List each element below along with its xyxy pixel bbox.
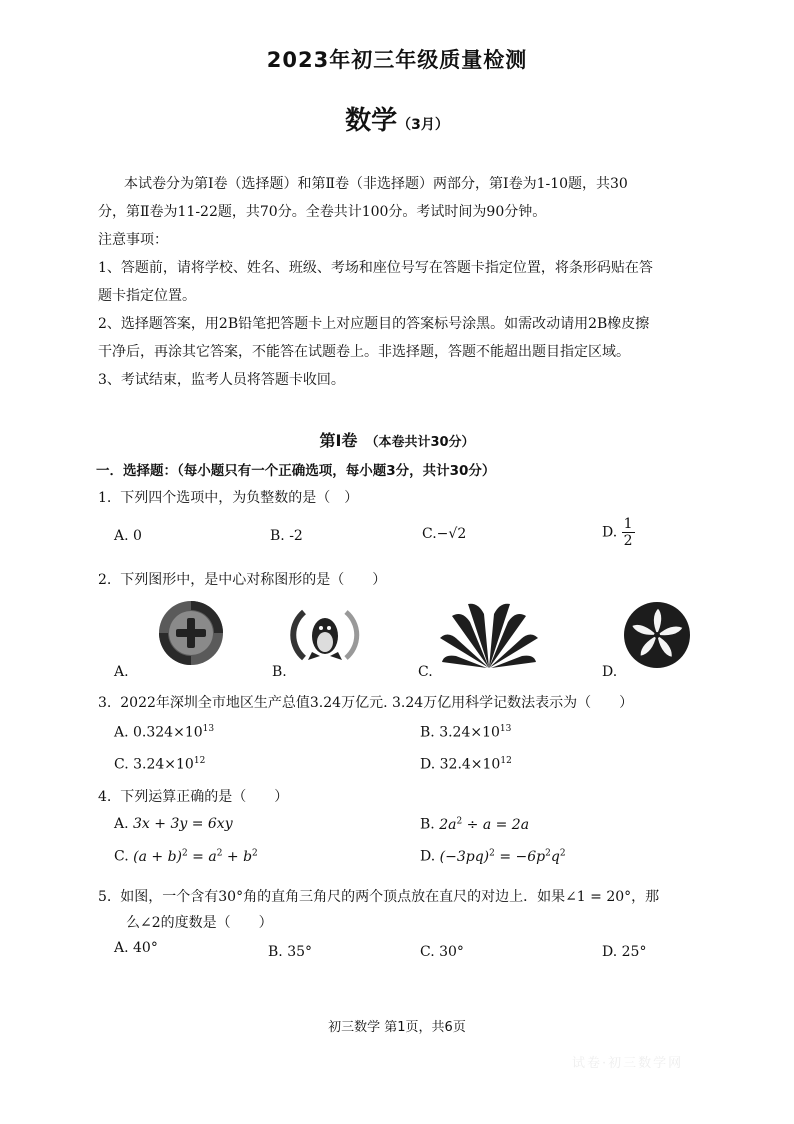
q5-stem-line-1	[98, 886, 659, 906]
q4-b-pre: 2a	[439, 816, 457, 833]
penguin-logo-icon	[290, 602, 360, 668]
q4-text: 下列运算正确的是（ ）	[120, 789, 289, 805]
q3-option-c	[114, 756, 205, 773]
q4-option-d	[420, 848, 566, 865]
q3-option-d-base: D. 32.4×10	[420, 756, 501, 773]
q4-stem	[98, 786, 288, 806]
q1-text: 下列四个选项中，为负整数的是（ ）	[120, 490, 359, 506]
q2-text: 下列图形中，是中心对称图形的是（ ）	[120, 572, 387, 588]
q3-option-a-base: A. 0.324×10	[114, 724, 203, 741]
q4-option-b-label: B.	[420, 816, 435, 833]
q4-d-exp1: 2	[489, 848, 495, 858]
q3-option-a-exponent: 13	[202, 724, 215, 734]
q1-stem	[98, 487, 358, 507]
q1-option-c-label: C.	[422, 526, 437, 542]
q3-number: 3.	[98, 695, 112, 711]
q4-b-post: ÷ a = 2a	[462, 816, 530, 833]
q4-option-c-expr	[133, 849, 258, 865]
section-heading	[0, 428, 794, 451]
q4-d-exp2: 2	[545, 848, 551, 858]
q4-option-b	[420, 816, 529, 833]
note-1a: 1、答题前，请将学校、姓名、班级、考场和座位号写在答题卡指定位置，将条形码贴在答	[98, 260, 653, 276]
q1-number: 1.	[98, 490, 112, 506]
q4-number: 4.	[98, 789, 112, 805]
subject-title	[0, 100, 794, 137]
bauhinia-flower-logo-icon	[622, 600, 692, 670]
q4-option-a-expr: 3x + 3y = 6xy	[133, 816, 233, 832]
q5-number: 5.	[98, 889, 112, 905]
q4-c-mid2: + b	[222, 848, 253, 865]
fan-petals-logo-icon	[438, 602, 540, 672]
q4-d-exp3: 2	[559, 848, 566, 858]
q4-option-d-label: D.	[420, 848, 436, 865]
q5-stem-line-2: 么∠2的度数是（ ）	[126, 915, 273, 931]
notes-title: 注意事项：	[98, 232, 168, 248]
q3-text: 2022年深圳全市地区生产总值3.24万亿元. 3.24万亿用科学记数法表示为（ ）	[120, 695, 634, 711]
q2-number: 2.	[98, 572, 112, 588]
note-2a: 2、选择题答案，用2B铅笔把答题卡上对应题目的答案标号涂黑。如需改动请用2B橡皮擦	[98, 316, 650, 332]
intro-line-1: 本试卷分为第Ⅰ卷（选择题）和第Ⅱ卷（非选择题）两部分，第Ⅰ卷为1-10题，共30	[124, 176, 628, 192]
note-2b: 干净后，再涂其它答案，不能答在试题卷上。非选择题，答题不能超出题目指定区域。	[98, 344, 630, 360]
q3-option-d-exponent: 12	[500, 756, 512, 766]
q3-option-a	[114, 724, 214, 741]
q2-option-a: A.	[114, 664, 129, 680]
page-footer: 初三数学 第1页，共6页	[328, 1020, 466, 1035]
subject-name: 数学	[345, 106, 398, 136]
watermark: 试卷·初三数学网	[572, 1056, 684, 1071]
q1-option-d	[602, 516, 635, 549]
fraction-numerator: 1	[623, 516, 633, 532]
section-title: 第Ⅰ卷	[319, 431, 358, 450]
q3-option-b-exponent: 13	[499, 724, 512, 734]
intro-line-2: 分，第Ⅱ卷为11-22题，共70分。全卷共计100分。考试时间为90分钟。	[98, 204, 547, 220]
q3-option-c-exponent: 12	[193, 756, 206, 766]
q2-stem	[98, 569, 386, 589]
q2-option-d: D.	[602, 664, 618, 680]
q5-option-c: C. 30°	[420, 944, 464, 960]
q2-option-b: B.	[272, 664, 287, 680]
fraction-denominator: 2	[623, 533, 633, 549]
note-1b: 题卡指定位置。	[98, 288, 196, 304]
q4-d-mid2: q	[550, 848, 560, 865]
q3-option-d	[420, 756, 512, 773]
section-subtitle: （本卷共计30分）	[365, 435, 475, 450]
q1-option-c-expr: −√2	[436, 526, 467, 542]
q3-option-b	[420, 724, 511, 741]
q4-option-a	[114, 816, 233, 832]
q5-option-d: D. 25°	[602, 944, 647, 960]
q3-stem	[98, 692, 633, 712]
plus-circle-logo-icon	[156, 598, 226, 668]
q1-option-d-fraction	[622, 516, 635, 549]
q4-d-mid: = −6p	[494, 848, 546, 865]
part-heading: 一．选择题：（每小题只有一个正确选项，每小题3分，共计30分）	[96, 463, 496, 479]
q5-text-1: 如图，一个含有30°角的直角三角尺的两个顶点放在直尺的对边上．如果∠1 = 20°，那	[120, 889, 660, 905]
q4-option-c	[114, 848, 258, 865]
q1-option-c	[422, 526, 466, 542]
subject-month: （3月）	[397, 117, 449, 133]
q4-option-d-expr	[440, 849, 566, 865]
q1-option-b: B. -2	[270, 528, 303, 544]
q5-option-b: B. 35°	[268, 944, 313, 960]
q1-option-d-label: D.	[602, 524, 618, 541]
q4-option-a-label: A.	[114, 816, 129, 832]
q1-option-a: A. 0	[114, 528, 142, 544]
q4-c-exp2: 2	[216, 848, 223, 858]
q4-option-b-expr	[439, 817, 529, 833]
q4-c-exp3: 2	[252, 848, 258, 858]
q4-c-exp1: 2	[182, 848, 188, 858]
q4-c-mid: = a	[187, 848, 217, 865]
q3-option-b-base: B. 3.24×10	[420, 724, 500, 741]
q2-option-c: C.	[418, 664, 433, 680]
note-3: 3、考试结束，监考人员将答题卡收回。	[98, 372, 345, 388]
q4-d-pre: (−3pq)	[439, 848, 490, 865]
q4-c-pre: (a + b)	[133, 848, 182, 865]
q4-option-c-label: C.	[114, 848, 129, 865]
q3-option-c-base: C. 3.24×10	[114, 756, 194, 773]
q5-option-a: A. 40°	[114, 940, 158, 956]
q4-b-exp: 2	[456, 816, 463, 826]
exam-title: 2023年初三年级质量检测	[266, 48, 528, 72]
